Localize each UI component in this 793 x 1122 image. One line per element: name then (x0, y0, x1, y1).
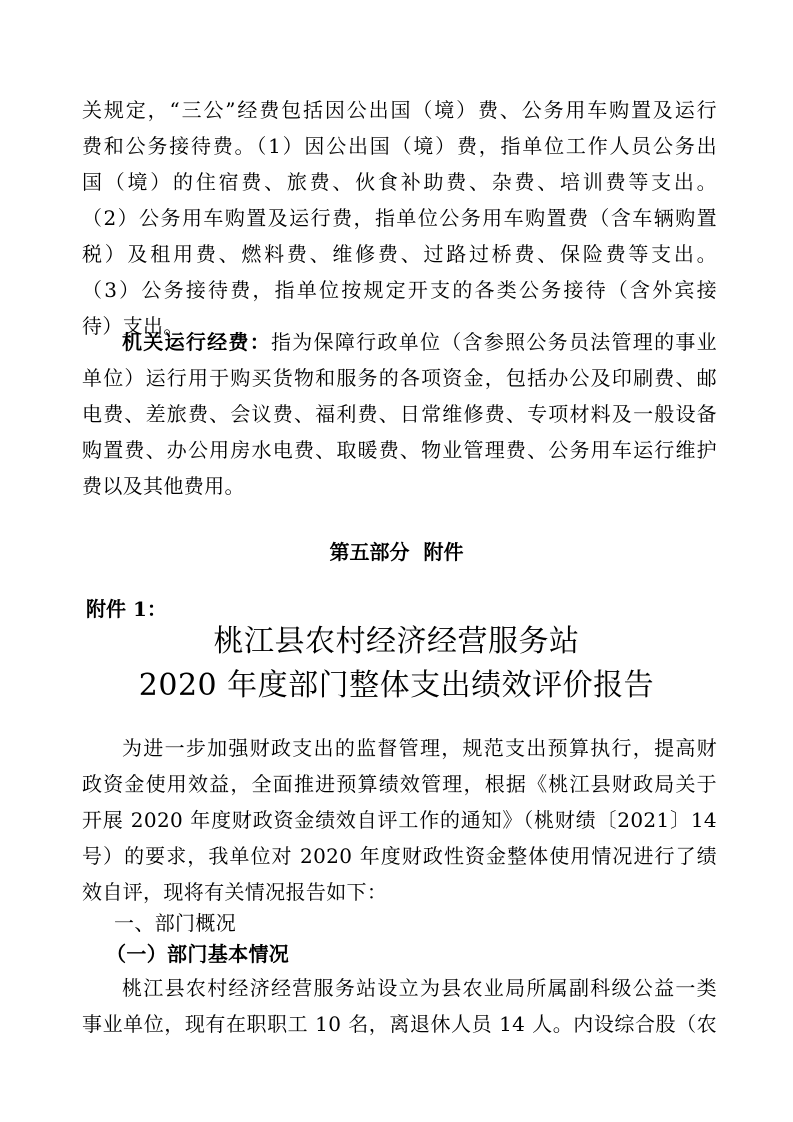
sangong-line-3: 国（境）的住宿费、旅费、伙食补助费、杂费、培训费等支出。 (82, 170, 717, 194)
jiguan-term: 机关运行经费： (122, 330, 271, 354)
intro-line-5: 效自评，现将有关情况报告如下： (82, 880, 388, 904)
sangong-line-1: 关规定，“三公”经费包括因公出国（境）费、公务用车购置及运行 (82, 98, 717, 122)
intro-line-4: 号）的要求，我单位对 2020 年度财政性资金整体使用情况进行了绩 (82, 844, 717, 868)
jiguan-line-5: 费以及其他费用。 (82, 474, 245, 498)
sangong-line-2: 费和公务接待费。（1）因公出国（境）费，指单位工作人员公务出 (82, 134, 717, 158)
part-title: 第五部分 附件 (329, 540, 464, 564)
jiguan-first-line-rest: 指为保障行政单位（含参照公务员法管理的事业 (270, 330, 717, 354)
heading-basic-info: （一）部门基本情况 (106, 942, 290, 966)
intro-line-3: 开展 2020 年度财政资金绩效自评工作的通知》（桃财绩〔2021〕14 (82, 808, 717, 832)
basic-info-line-2: 事业单位，现有在职职工 10 名，离退休人员 14 人。内设综合股（农 (82, 1012, 717, 1036)
attachment-label: 附件 1： (86, 597, 167, 621)
heading-department-overview: 一、部门概况 (114, 911, 237, 935)
intro-line-1: 为进一步加强财政支出的监督管理，规范支出预算执行，提高财 (122, 736, 717, 760)
jiguan-line-3: 电费、差旅费、会议费、福利费、日常维修费、专项材料及一般设备 (82, 402, 717, 426)
report-title-line-2: 2020 年度部门整体支出绩效评价报告 (138, 668, 655, 703)
intro-line-2: 政资金使用效益，全面推进预算绩效管理，根据《桃江县财政局关于 (82, 772, 717, 796)
sangong-line-6: （3）公务接待费，指单位按规定开支的各类公务接待（含外宾接 (82, 278, 717, 302)
sangong-line-5: 税）及租用费、燃料费、维修费、过路过桥费、保险费等支出。 (82, 242, 717, 266)
sangong-line-4: （2）公务用车购置及运行费，指单位公务用车购置费（含车辆购置 (82, 206, 717, 230)
sangong-line-7: 待）支出。 (82, 314, 184, 338)
jiguan-line-2: 单位）运行用于购买货物和服务的各项资金，包括办公及印刷费、邮 (82, 366, 717, 390)
basic-info-line-1: 桃江县农村经济经营服务站设立为县农业局所属副科级公益一类 (122, 976, 717, 1000)
jiguan-line-4: 购置费、办公用房水电费、取暖费、物业管理费、公务用车运行维护 (82, 438, 717, 462)
jiguan-first-line (122, 330, 717, 354)
report-title-line-1: 桃江县农村经济经营服务站 (213, 624, 580, 659)
